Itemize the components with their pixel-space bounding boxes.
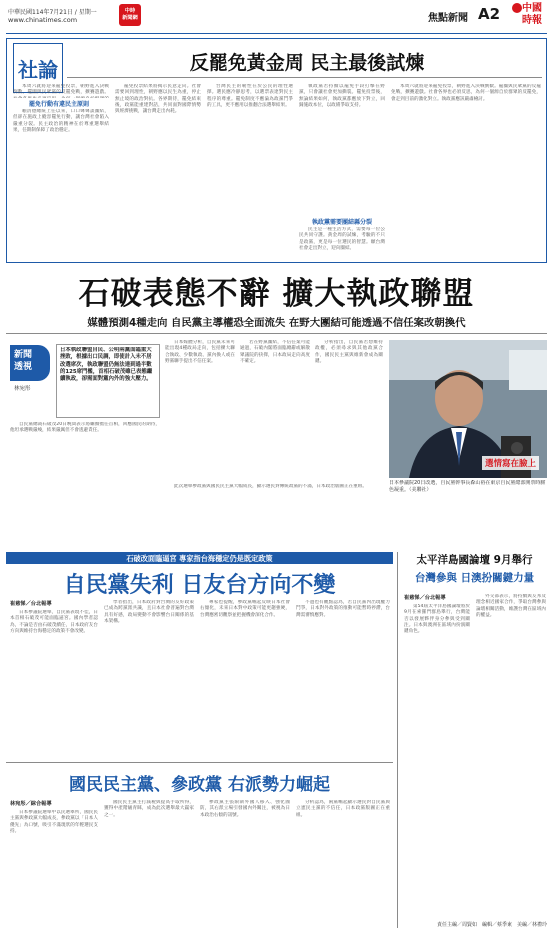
taiwan-kicker-bar (6, 552, 393, 564)
editorial-col-1 (13, 84, 109, 98)
lead-col-3 (240, 340, 310, 482)
editorial-section (6, 38, 547, 263)
pacific-col-2-text: 外交部表示，將持續與友邦及理念相近國家合作，爭取台灣參與論壇相關活動，維護台灣在區域內的權益。 (476, 594, 546, 618)
editorial-col-5-text: 本周六就將迎來罷免投票，朝野進入決戰倒數。罷團與民眾黨的反罷免戰，擴賽遊戲。社會各界也必須反思，為何一個源自於群眾的反罷免，會走到目前的激化對立。執政黨應該嚴肅檢討。 (391, 84, 541, 102)
pacific-col-1 (404, 604, 470, 916)
logo-wordmark: 中國 時報 (522, 3, 542, 26)
photo-caption: 日本參議院20日改選，自民黨幹事長森山裕在東京自民黨總部開票時臉色凝重。（美聯社） (389, 480, 546, 493)
lead-author: 林宛彤 (14, 386, 31, 392)
editorial-title: 反罷免黃金周 民主最後試煉 (189, 52, 425, 74)
editorial-col-2 (115, 84, 201, 257)
rightwing-col-2 (104, 800, 194, 928)
rightwing-byline: 林宛彤／綜合報導 (10, 801, 52, 807)
editorial-subhead-2: 執政黨需要團結縣分裂 (311, 219, 372, 226)
taiwan-headline: 自民黨失利 日友台方向不變 (63, 573, 336, 598)
lead-col-3-text: 若在野黨團結，不信任案可能通過，石破內閣將面臨總辭或解散眾議院的抉擇，日本政局走向高度不確定。 (240, 340, 310, 364)
lead-col-2 (165, 340, 235, 482)
editorial-col-3 (207, 84, 293, 257)
lead-col-1 (10, 422, 160, 482)
page-number: A2 (478, 5, 501, 23)
rightwing-col-4-text: 分析認為，兩黨崛起顯示選民對自民黨與立憲民主黨的不信任，日本政黨版圖正在重組。 (296, 800, 390, 818)
logo-seal-icon (512, 3, 522, 13)
lead-col-5 (165, 484, 383, 508)
site-url: www.chinatimes.com (8, 16, 78, 24)
lead-deck-rule (6, 333, 547, 334)
masthead (0, 0, 553, 34)
rightwing-col-3 (200, 800, 290, 928)
lead-col-5-text: 此次選舉參政黨與國民民主黨大幅成長，顯示選民對傳統政黨的不滿，日本政治版圖正在重組。 (174, 484, 367, 489)
editorial-col-1-text: 本周六就將迎來罷免投票，朝野進入決戰倒數。罷團與民眾黨的反罷免戰，擴賽遊戲。 (13, 84, 109, 96)
china-times-logo (512, 3, 548, 33)
rightwing-col-3-text: 參政黨主張限制外國人移入、強化國防，其右派立場引發國內外關注，被視為日本政治右傾的訊號。 (200, 800, 290, 818)
editorial-col-5 (391, 84, 541, 257)
rightwing-col-2-text: 國民民主黨主打減稅與提高手取所得，獲得中產階級青睞，成為此次選舉最大贏家之一。 (104, 800, 194, 818)
chinatimes-news-badge: 中時 新聞網 (119, 4, 141, 26)
rightwing-col-1-text: 日本參議院選舉中以民選舉所，國民民主黨與參政黨大幅成長，參政黨以「日本人優先」為口號，吸引不滿現狀的年輕選民支持。 (10, 810, 98, 834)
editorial-label: 社論 (18, 58, 58, 82)
rightwing-col-4 (296, 800, 390, 928)
taiwan-col-2-text: 學者指出，日本政府對台灣的友好政策已成為跨黨派共識，且日本社會普遍對台灣具有好感，政局變動不會影響台日關係的基本架構。 (104, 600, 194, 624)
editorial-col-4-text: 執政黨若持續以罷免手段打擊在野黨，只會讓社會更加撕裂。罷免投票後，無論結果如何，執政黨都應放下對立，回歸施政本位，以政績爭取支持。 (299, 84, 385, 108)
lead-headline: 石破表態不辭 擴大執政聯盟 (78, 276, 475, 312)
lead-photo (389, 340, 547, 478)
date-line: 中華民國114年7月21日 / 星期一 (8, 9, 97, 16)
masthead-rule (6, 33, 547, 34)
lead-col-2-text: 日本媒體分析，自民黨未來可能出現4種政局走向，包括擴大聯合執政、少數執政、黨內換人或在野黨聯手提出不信任案。 (165, 340, 235, 364)
column-divider (397, 552, 398, 928)
photo-caption-title: 選情寫在臉上 (482, 456, 539, 470)
pacific-byline: 崔慈悌／台北報導 (404, 595, 446, 601)
taiwan-col-3 (200, 600, 290, 758)
lead-deck: 媒體預測4種走向 自民黨主導權恐全面流失 在野大團結可能透過不信任案改朝換代 (87, 317, 466, 329)
editorial-col-4b (299, 227, 385, 257)
editorial-col-1b-text: 賴清德總統上任以來，口口聲聲談團結，但卻在施政上縱容罷免行動，讓台灣社會陷入嚴重分裂。民主政治的精神在於尊重選舉結果，任期制保障了政治穩定。 (13, 109, 109, 133)
lead-col-4 (315, 340, 383, 482)
taiwan-col-1 (10, 610, 98, 758)
lead-intro-box (56, 344, 160, 418)
taiwan-col-1-text: 日本參議院選舉，自民黨表現不佳，日本首相石破茂可能面臨逼宮。國內學者認為，不論是否由石破茂續任，日本政府友台方向與維持台海穩定的政策不會改變。 (10, 610, 98, 634)
pacific-kicker: 太平洋島國論壇 9月舉行 (416, 554, 533, 566)
footer-credits: 責任主編／周賢如 編輯／蔡季東 美編／林禮玲 (436, 922, 547, 928)
pacific-col-1-text: 第54屆太平洋島國論壇將於9月在索羅門群島舉行，台灣能否以發展夥伴身分參與受到關注。日本與澳洲在區域內扮演關鍵角色。 (404, 604, 470, 635)
editorial-col-3-text: 台灣民主的韌性在於公民的理性選擇。選民應冷靜思考，以選票表達對民主程序的尊重。罷免制度不應淪為政黨鬥爭的工具，更不應用以推翻合法選舉結果。 (207, 84, 293, 108)
lead-intro: 日本執政聯盟自民、公明兩黨面臨重大挫敗，根據出口民調，即使計入未不居改選席次，執政聯盟仍無法達到過半數的125席門檻，首相石破茂雖已表態繼續執政，卻需面對黨內外的強大壓力。 (60, 347, 153, 383)
lead-col-4-text: 分析指出，自民黨若想維持政權，必須尋求與其他政黨合作，國民民主黨與維新會成為關鍵。 (315, 340, 383, 364)
rightwing-top-rule (6, 762, 393, 763)
pacific-headline: 台灣參與 日澳扮關鍵力量 (414, 572, 535, 584)
editorial-col-4 (299, 84, 385, 214)
news-analysis-label: 新聞 透視 (14, 350, 33, 372)
taiwan-col-2 (104, 600, 194, 758)
lead-col-1-text: 自民黨總裁石破茂20日晚間表示將繼續擔任首相，回應國民的期待，他坦承選戰嚴峻，結果嚴厲但不會逃避責任。 (10, 422, 160, 434)
pacific-col-2 (476, 594, 546, 916)
rightwing-headline: 國民民主黨、參政黨 右派勢力崛起 (69, 775, 330, 795)
focus-news-label: 焦點新聞 (428, 13, 468, 24)
editorial-col-2-text: 罷免投票結果將揭示民意走向。社會需要回到理性，朝野應以民生為重，停止無止境的政治對抗。各界期待，罷免結束後，政黨能重建對話，共同面對國際情勢與經濟挑戰，讓台灣走出內耗。 (115, 84, 201, 115)
taiwan-byline: 崔慈悌／台北報導 (10, 601, 52, 607)
editorial-title-rule (67, 77, 542, 78)
taiwan-col-3-text: 專家也提醒，參政黨崛起反映日本社會右傾化，未來日本對中政策可能更趨強硬，台灣應密切觀察並把握機會深化合作。 (200, 600, 290, 618)
editorial-col-1b (13, 109, 109, 257)
taiwan-kicker: 石破改面臨逼宮 專家指台海穩定仍是既定政策 (126, 554, 273, 563)
taiwan-col-4 (296, 600, 390, 758)
editorial-subhead-1: 罷免行動有違民主原則 (28, 101, 89, 108)
rightwing-col-1 (10, 810, 98, 928)
editorial-col-4b-text: 民主是一種生活方式，需要每一位公民共同守護。黃金周的試煉，考驗的不只是政黨，更是每一位選民的智慧。願台灣社會走出對立，迎向團結。 (299, 227, 385, 251)
news-analysis-badge (10, 345, 50, 381)
taiwan-col-4-text: 不過也有觀點認為，若自民黨內出現權力鬥爭，日本對外政策的推動可能暫時停滯，台灣需審慎應對。 (296, 600, 390, 618)
